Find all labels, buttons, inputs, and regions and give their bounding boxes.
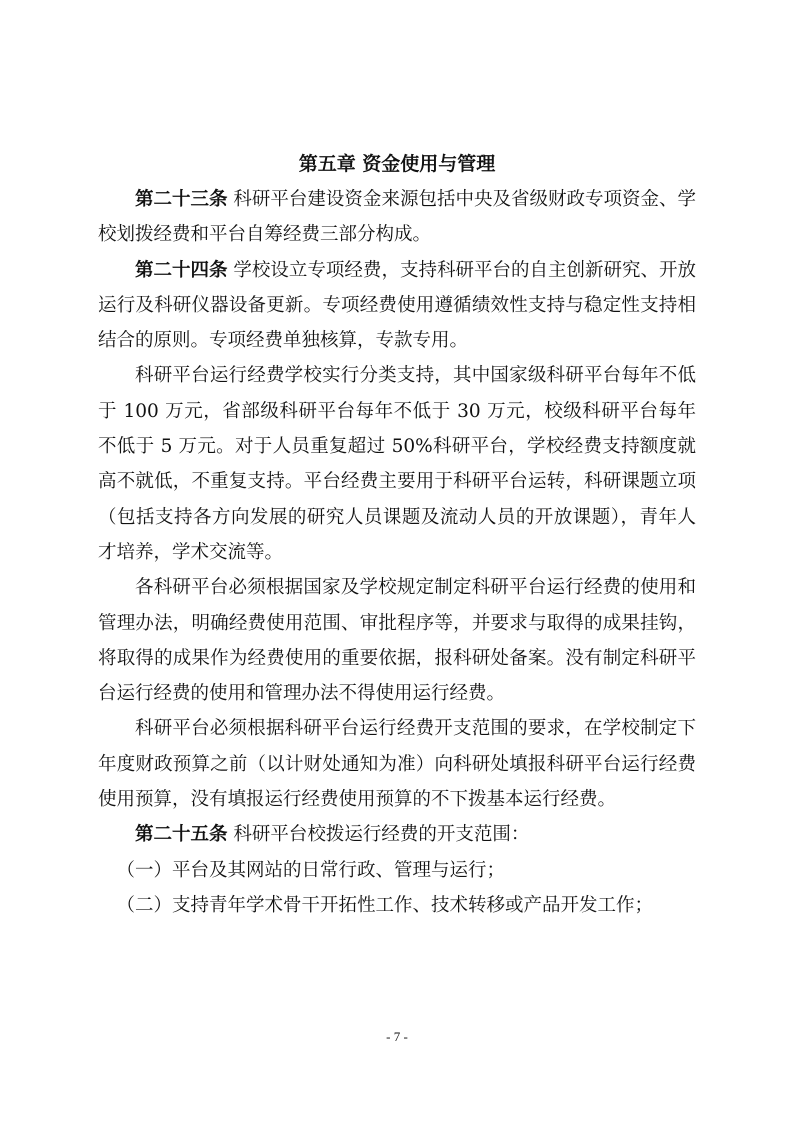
paragraph-classification-support: 科研平台运行经费学校实行分类支持，其中国家级科研平台每年不低于 100 万元，省部级科研平台每年不低于 30 万元，校级科研平台每年不低于 5 万元。对于人员重复超过 50%科研平台，学校经费支持额度就高不就低，不重复支持。平台经费主要用于科研平台运转，科研课题立项（包括支持各方向发展的研究人员课题及流动人员的开放课题），青年人才培养，学术交流等。: [98, 365, 696, 563]
paragraph-management-rules: 各科研平台必须根据国家及学校规定制定科研平台运行经费的使用和管理办法，明确经费使用范围、审批程序等，并要求与取得的成果挂钩，将取得的成果作为经费使用的重要依据，报科研处备案。没有制定科研平台运行经费的使用和管理办法不得使用运行经费。: [98, 577, 696, 705]
article-text: 学校设立专项经费，支持科研平台的自主创新研究、开放运行及科研仪器设备更新。专项经费使用遵循绩效性支持与稳定性支持相结合的原则。专项经费单独核算，专款专用。: [98, 259, 696, 352]
document-page: [98, 0, 696, 1122]
paragraph-budget-filing: 科研平台必须根据科研平台运行经费开支范围的要求，在学校制定下年度财政预算之前（以计财处通知为准）向科研处填报科研平台运行经费使用预算，没有填报运行经费使用预算的不下拨基本运行经费。: [98, 718, 696, 811]
page-number: - 7 -: [386, 1029, 408, 1044]
chapter-title: 第五章 资金使用与管理: [298, 153, 496, 175]
article-25: [98, 817, 696, 852]
article-number: 第二十五条: [135, 824, 228, 846]
article-text: 科研平台校拨运行经费的开支范围：: [227, 824, 530, 846]
article-text: 科研平台建设资金来源包括中央及省级财政专项资金、学校划拨经费和平台自筹经费三部分构成。: [98, 189, 696, 246]
document-body: [98, 182, 696, 923]
article-number: 第二十四条: [135, 259, 228, 281]
list-item: （二）支持青年学术骨干开拓性工作、技术转移或产品开发工作；: [116, 894, 654, 916]
article-number: 第二十三条: [135, 189, 228, 210]
article-24: [98, 253, 696, 359]
list-item: （一）平台及其网站的日常行政、管理与运行；: [116, 859, 506, 881]
article-23: [98, 182, 696, 253]
